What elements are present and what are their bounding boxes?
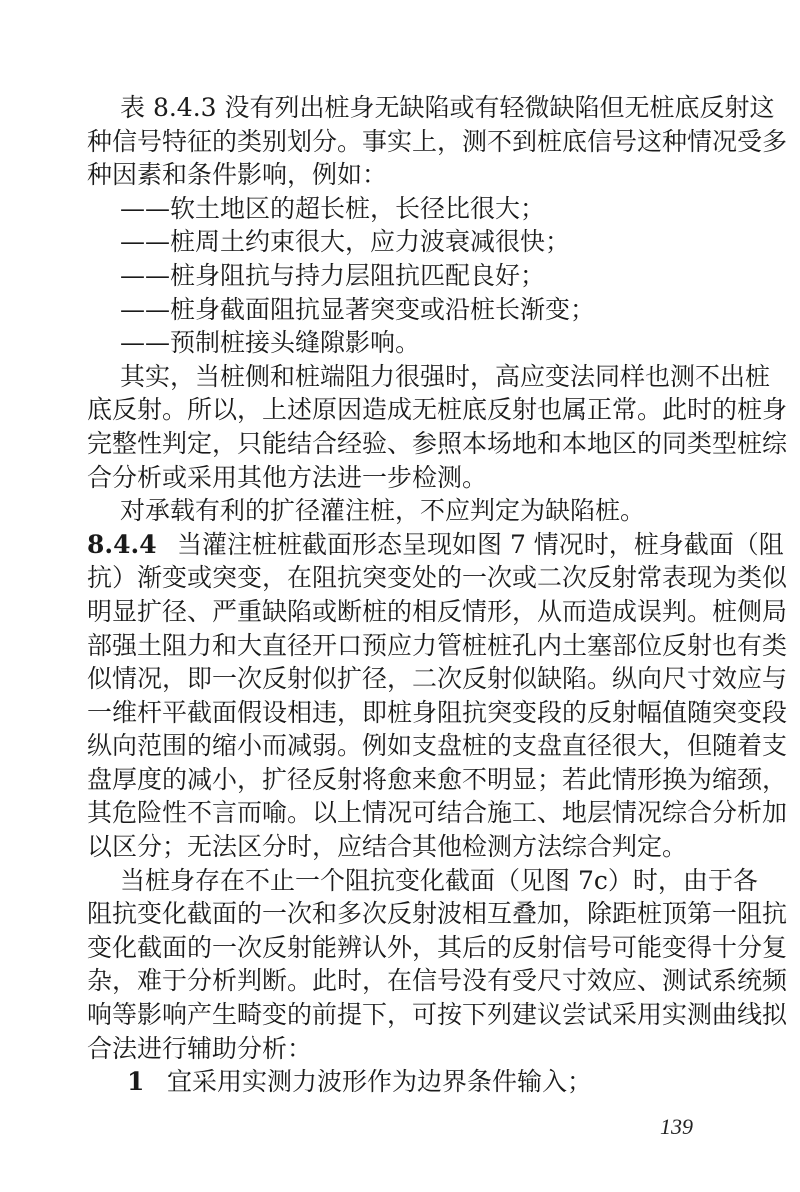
- item-number: 1: [127, 1067, 145, 1097]
- text-line: 当桩身存在不止一个阻抗变化截面（见图 7c）时，由于各: [120, 865, 758, 895]
- document-body: [87, 91, 788, 1099]
- text-line: 表 8.4.3 没有列出桩身无缺陷或有轻微缺陷但无桩底反射这: [120, 93, 775, 122]
- text-line: 合法进行辅助分析：: [87, 1033, 313, 1063]
- text-line: 种因素和条件影响，例如：: [87, 160, 388, 190]
- page-number: 139: [660, 1114, 693, 1139]
- text-line: 当灌注桩桩截面形态呈现如图 7 情况时，桩身截面（阻: [177, 529, 784, 559]
- list-item: ——桩身阻抗与持力层阻抗匹配良好；: [120, 260, 546, 290]
- list-item: ——软土地区的超长桩，长径比很大；: [120, 193, 546, 223]
- text-line: 抗）渐变或突变，在阻抗突变处的一次或二次反射常表现为类似: [87, 563, 788, 593]
- text-line: 似情况，即一次反射似扩径，二次反射似缺陷。纵向尺寸效应与: [87, 664, 788, 694]
- text-line: 一维杆平截面假设相违，即桩身阻抗突变段的反射幅值随突变段: [87, 697, 788, 727]
- text-line: 部强土阻力和大直径开口预应力管桩桩孔内土塞部位反射也有类: [87, 630, 788, 660]
- text-line: 其危险性不言而喻。以上情况可结合施工、地层情况综合分析加: [87, 798, 788, 828]
- text-line: 盘厚度的减小，扩径反射将愈来愈不明显；若此情形换为缩颈，: [87, 764, 788, 794]
- text-line: 阻抗变化截面的一次和多次反射波相互叠加，除距桩顶第一阻抗: [87, 899, 788, 929]
- text-line: 合分析或采用其他方法进一步检测。: [87, 462, 488, 492]
- text-line: 响等影响产生畸变的前提下，可按下列建议尝试采用实测曲线拟: [87, 1000, 788, 1030]
- text-line: 对承载有利的扩径灌注桩，不应判定为缺陷桩。: [120, 496, 646, 526]
- list-item: ——预制桩接头缝隙影响。: [120, 328, 421, 358]
- numbered-item: [87, 1065, 713, 1099]
- text-line: 其实，当桩侧和桩端阻力很强时，高应变法同样也测不出桩: [120, 361, 771, 391]
- list-item: ——桩周土约束很大，应力波衰减很快；: [120, 227, 571, 257]
- text-line: 宜采用实测力波形作为边界条件输入；: [167, 1067, 593, 1097]
- section-line: [87, 528, 784, 562]
- text-line: 杂，难于分析判断。此时，在信号没有受尺寸效应、测试系统频: [87, 966, 788, 996]
- text-line: 明显扩径、严重缺陷或断桩的相反情形，从而造成误判。桩侧局: [87, 596, 788, 626]
- text-line: 纵向范围的缩小而减弱。例如支盘桩的支盘直径很大，但随着支: [87, 731, 788, 761]
- text-line: 底反射。所以，上述原因造成无桩底反射也属正常。此时的桩身: [87, 395, 788, 425]
- text-line: 种信号特征的类别划分。事实上，测不到桩底信号这种情况受多: [87, 126, 788, 156]
- text-line: 以区分；无法区分时，应结合其他检测方法综合判定。: [87, 832, 688, 862]
- section-number: 8.4.4: [87, 529, 157, 559]
- text-line: 完整性判定，只能结合经验、参照本场地和本地区的同类型桩综: [87, 428, 788, 458]
- text-line: 变化截面的一次反射能辨认外，其后的反射信号可能变得十分复: [87, 932, 788, 962]
- list-item: ——桩身截面阻抗显著突变或沿桩长渐变；: [120, 294, 596, 324]
